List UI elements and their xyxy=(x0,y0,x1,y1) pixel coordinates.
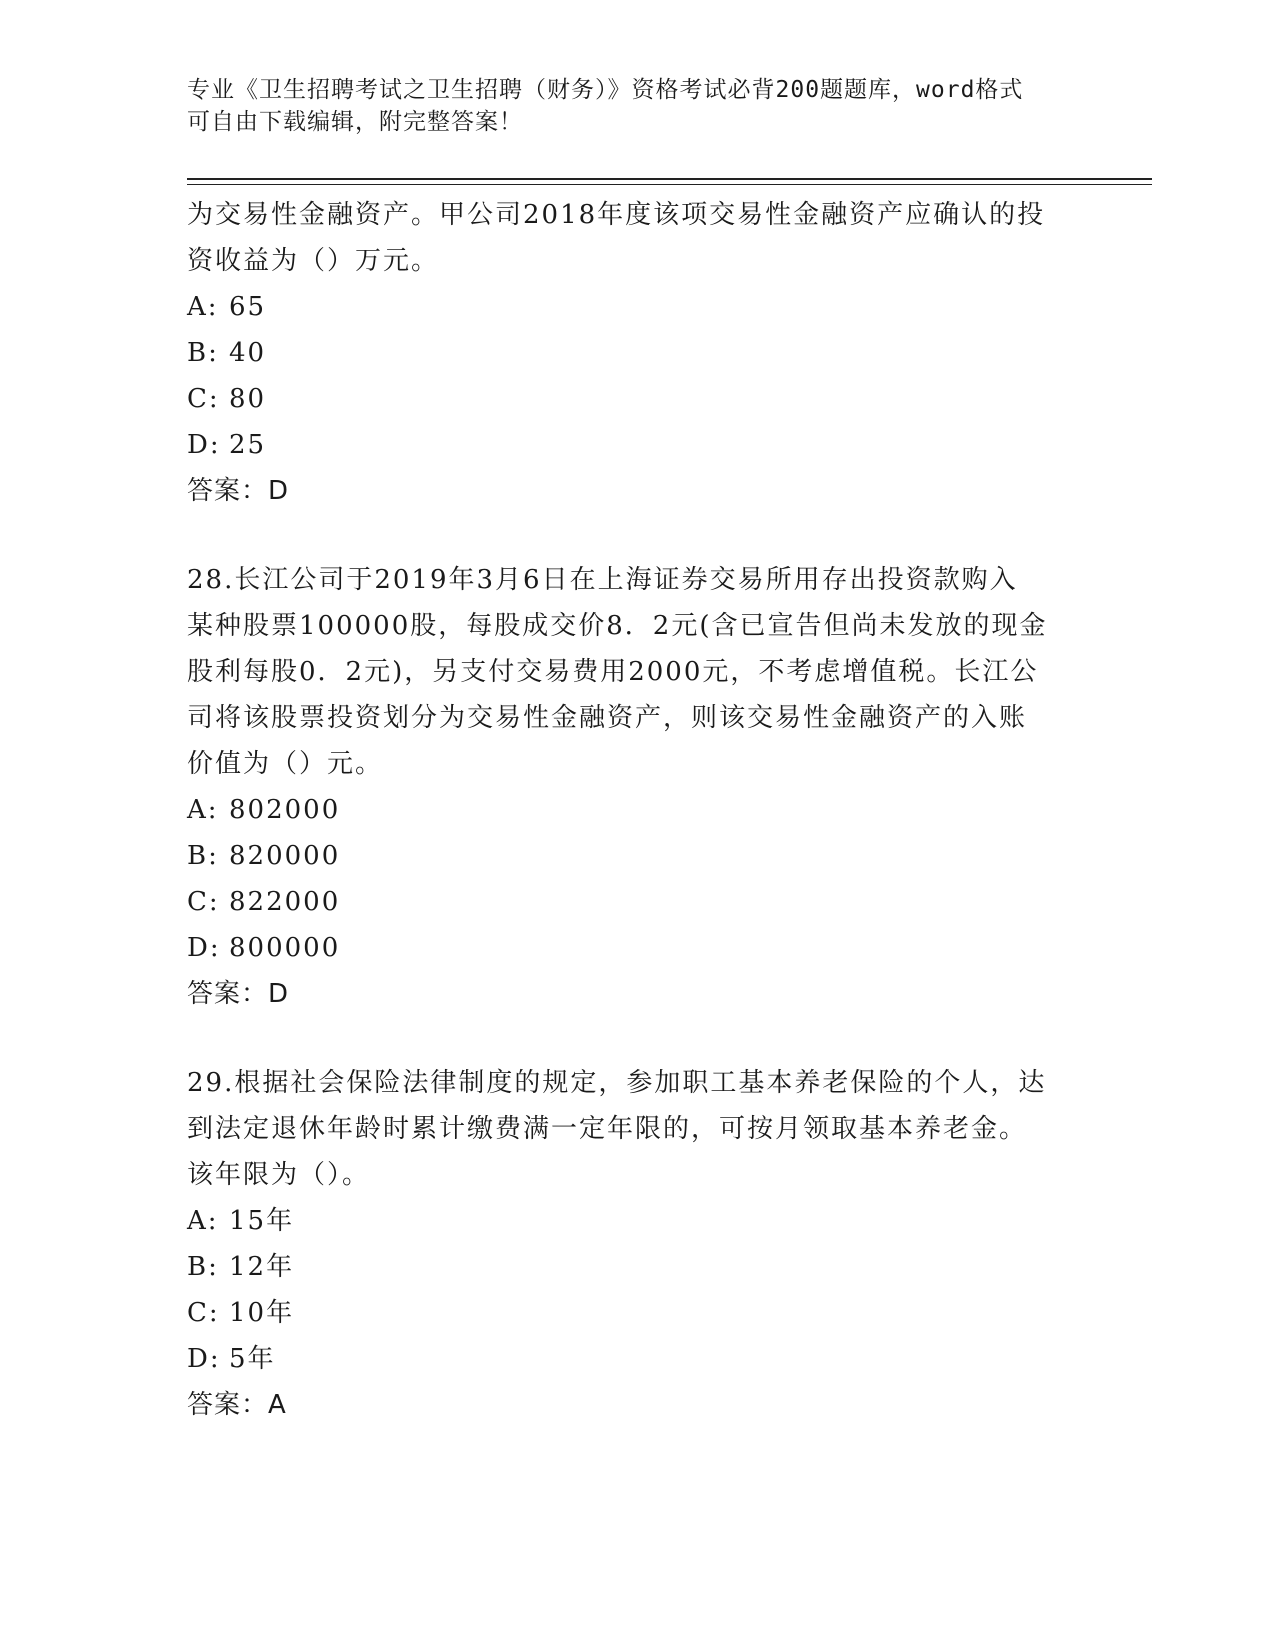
option-label: C: xyxy=(187,887,220,917)
option-c xyxy=(187,1290,1087,1336)
option-label: C: xyxy=(187,1298,220,1328)
option-text: 5年 xyxy=(229,1344,276,1374)
option-text: 800000 xyxy=(229,933,341,963)
answer-line: 答案：D xyxy=(187,979,290,1009)
question-list xyxy=(187,192,1087,1428)
option-label: D: xyxy=(187,1344,221,1374)
option-label: A: xyxy=(187,795,219,825)
question-stem-line: 28.长江公司于2019年3月6日在上海证券交易所用存出投资款购入 xyxy=(187,565,1018,595)
question-stem-line: 某种股票100000股，每股成交价8．2元(含已宣告但尚未发放的现金 xyxy=(187,611,1048,641)
option-label: D: xyxy=(187,430,221,460)
header-title-line-2: 可自由下载编辑，附完整答案！ xyxy=(187,109,523,135)
option-label: A: xyxy=(187,292,219,322)
header-divider-thick xyxy=(187,178,1152,180)
option-label: B: xyxy=(187,841,219,871)
question-block xyxy=(187,557,1087,1017)
question-stem-line: 该年限为（）。 xyxy=(187,1160,371,1190)
option-d xyxy=(187,422,1087,468)
option-label: D: xyxy=(187,933,221,963)
option-d xyxy=(187,925,1087,971)
option-c xyxy=(187,879,1087,925)
option-text: 80 xyxy=(229,384,267,414)
option-text: 15年 xyxy=(229,1206,295,1236)
question-stem-line: 为交易性金融资产。甲公司2018年度该项交易性金融资产应确认的投 xyxy=(187,200,1046,230)
document-header xyxy=(187,74,1087,138)
question-stem-line: 29.根据社会保险法律制度的规定，参加职工基本养老保险的个人，达 xyxy=(187,1068,1047,1098)
option-text: 25 xyxy=(229,430,267,460)
option-text: 65 xyxy=(229,292,267,322)
option-c xyxy=(187,376,1087,422)
option-b xyxy=(187,330,1087,376)
header-divider-thin xyxy=(187,184,1152,185)
option-text: 12年 xyxy=(229,1252,295,1282)
option-text: 40 xyxy=(229,338,267,368)
option-label: A: xyxy=(187,1206,219,1236)
option-text: 10年 xyxy=(229,1298,295,1328)
answer-line: 答案：A xyxy=(187,1390,287,1420)
option-a xyxy=(187,284,1087,330)
option-label: C: xyxy=(187,384,220,414)
option-d xyxy=(187,1336,1087,1382)
option-text: 820000 xyxy=(229,841,341,871)
option-text: 802000 xyxy=(229,795,341,825)
question-stem-line: 到法定退休年龄时累计缴费满一定年限的，可按月领取基本养老金。 xyxy=(187,1114,1028,1144)
answer-line: 答案：D xyxy=(187,476,290,506)
header-title-line-1: 专业《卫生招聘考试之卫生招聘（财务）》资格考试必背200题题库，word格式 xyxy=(187,77,1024,103)
option-b xyxy=(187,833,1087,879)
question-stem-line: 股利每股0．2元)，另支付交易费用2000元，不考虑增值税。长江公 xyxy=(187,657,1039,687)
question-block xyxy=(187,192,1087,514)
option-a xyxy=(187,1198,1087,1244)
question-stem-line: 资收益为（）万元。 xyxy=(187,246,440,276)
question-stem-line: 司将该股票投资划分为交易性金融资产，则该交易性金融资产的入账 xyxy=(187,703,1028,733)
option-label: B: xyxy=(187,338,219,368)
question-block xyxy=(187,1060,1087,1428)
question-stem-line: 价值为（）元。 xyxy=(187,749,384,779)
option-text: 822000 xyxy=(229,887,341,917)
option-a xyxy=(187,787,1087,833)
option-label: B: xyxy=(187,1252,219,1282)
option-b xyxy=(187,1244,1087,1290)
